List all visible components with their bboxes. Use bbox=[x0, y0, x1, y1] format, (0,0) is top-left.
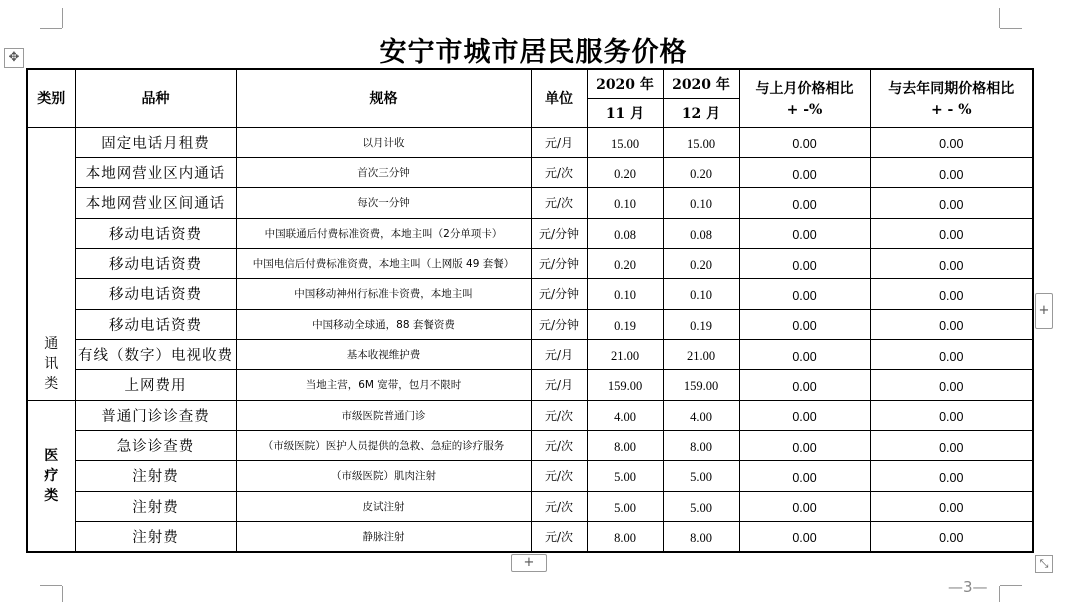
nov-price-cell: 0.10 bbox=[587, 279, 663, 309]
yoy-change-cell: 0.00 bbox=[870, 157, 1033, 187]
category-label-char: 类 bbox=[44, 487, 59, 504]
variety-cell: 注射费 bbox=[75, 521, 236, 552]
table-row bbox=[27, 248, 1033, 278]
variety-cell: 急诊诊查费 bbox=[75, 430, 236, 460]
spec-cell: 中国移动全球通，88 套餐资费 bbox=[236, 309, 531, 339]
unit-cell: 元/月 bbox=[531, 370, 587, 400]
price-table bbox=[26, 68, 1034, 553]
table-row bbox=[27, 188, 1033, 218]
mom-change-cell: 0.00 bbox=[739, 521, 870, 552]
header-unit: 单位 bbox=[531, 69, 587, 127]
variety-cell: 注射费 bbox=[75, 461, 236, 491]
yoy-change-cell: 0.00 bbox=[870, 521, 1033, 552]
dec-price-cell: 0.08 bbox=[663, 218, 739, 248]
variety-cell: 移动电话资费 bbox=[75, 279, 236, 309]
table-resize-handle-icon[interactable]: ⤡ bbox=[1035, 555, 1053, 573]
yoy-change-cell: 0.00 bbox=[870, 339, 1033, 369]
nov-price-cell: 0.20 bbox=[587, 157, 663, 187]
header-mom-line1: 与上月价格相比 bbox=[755, 81, 854, 98]
page-corner-mark bbox=[40, 28, 62, 29]
mom-change-cell: 0.00 bbox=[739, 127, 870, 157]
category-label-char: 疗 bbox=[44, 467, 59, 484]
unit-cell: 元/次 bbox=[531, 521, 587, 552]
spec-cell: 以月计收 bbox=[236, 127, 531, 157]
table-row bbox=[27, 127, 1033, 157]
dec-price-cell: 159.00 bbox=[663, 370, 739, 400]
spec-cell: （市级医院）医护人员提供的急救、急症的诊疗服务 bbox=[236, 430, 531, 460]
spec-cell: 当地主营，6M 宽带，包月不限时 bbox=[236, 370, 531, 400]
mom-change-cell: 0.00 bbox=[739, 279, 870, 309]
spec-cell: 皮试注射 bbox=[236, 491, 531, 521]
yoy-change-cell: 0.00 bbox=[870, 188, 1033, 218]
category-label-char: 通 bbox=[44, 335, 59, 352]
yoy-change-cell: 0.00 bbox=[870, 127, 1033, 157]
mom-change-cell: 0.00 bbox=[739, 339, 870, 369]
variety-cell: 普通门诊诊查费 bbox=[75, 400, 236, 430]
variety-cell: 有线（数字）电视收费 bbox=[75, 339, 236, 369]
mom-change-cell: 0.00 bbox=[739, 309, 870, 339]
nov-price-cell: 4.00 bbox=[587, 400, 663, 430]
yoy-change-cell: 0.00 bbox=[870, 491, 1033, 521]
unit-cell: 元/次 bbox=[531, 188, 587, 218]
table-move-handle-icon[interactable]: ✥ bbox=[4, 48, 24, 68]
nov-price-cell: 15.00 bbox=[587, 127, 663, 157]
mom-change-cell: 0.00 bbox=[739, 370, 870, 400]
header-category: 类别 bbox=[27, 69, 75, 127]
spec-cell: （市级医院）肌肉注射 bbox=[236, 461, 531, 491]
yoy-change-cell: 0.00 bbox=[870, 370, 1033, 400]
nov-price-cell: 0.19 bbox=[587, 309, 663, 339]
mom-change-cell: 0.00 bbox=[739, 461, 870, 491]
unit-cell: 元/分钟 bbox=[531, 309, 587, 339]
mom-change-cell: 0.00 bbox=[739, 218, 870, 248]
table-row bbox=[27, 521, 1033, 552]
yoy-change-cell: 0.00 bbox=[870, 400, 1033, 430]
yoy-change-cell: 0.00 bbox=[870, 248, 1033, 278]
unit-cell: 元/分钟 bbox=[531, 248, 587, 278]
variety-cell: 固定电话月租费 bbox=[75, 127, 236, 157]
dec-price-cell: 0.19 bbox=[663, 309, 739, 339]
unit-cell: 元/分钟 bbox=[531, 218, 587, 248]
mom-change-cell: 0.00 bbox=[739, 248, 870, 278]
header-yoy-line2: + - % bbox=[930, 102, 972, 119]
unit-cell: 元/月 bbox=[531, 339, 587, 369]
spec-cell: 首次三分钟 bbox=[236, 157, 531, 187]
spec-cell: 中国联通后付费标准资费，本地主叫（2分单项卡） bbox=[236, 218, 531, 248]
nov-price-cell: 8.00 bbox=[587, 430, 663, 460]
page-corner-mark bbox=[999, 8, 1000, 28]
nov-price-cell: 159.00 bbox=[587, 370, 663, 400]
nov-price-cell: 8.00 bbox=[587, 521, 663, 552]
table-row bbox=[27, 218, 1033, 248]
header-spec: 规格 bbox=[236, 69, 531, 127]
unit-cell: 元/次 bbox=[531, 491, 587, 521]
nov-price-cell: 5.00 bbox=[587, 461, 663, 491]
mom-change-cell: 0.00 bbox=[739, 188, 870, 218]
mom-change-cell: 0.00 bbox=[739, 430, 870, 460]
yoy-change-cell: 0.00 bbox=[870, 218, 1033, 248]
table-row bbox=[27, 461, 1033, 491]
header-month-over-month bbox=[739, 69, 870, 127]
header-dec-month: 12 月 bbox=[663, 98, 739, 127]
dec-price-cell: 21.00 bbox=[663, 339, 739, 369]
unit-cell: 元/次 bbox=[531, 157, 587, 187]
spec-cell: 市级医院普通门诊 bbox=[236, 400, 531, 430]
yoy-change-cell: 0.00 bbox=[870, 461, 1033, 491]
page-corner-mark bbox=[62, 586, 63, 602]
yoy-change-cell: 0.00 bbox=[870, 309, 1033, 339]
variety-cell: 本地网营业区间通话 bbox=[75, 188, 236, 218]
header-mom-line2: + -% bbox=[786, 102, 823, 119]
category-cell bbox=[27, 127, 75, 400]
page-number: —3— bbox=[948, 578, 988, 596]
dec-price-cell: 8.00 bbox=[663, 521, 739, 552]
header-yoy-line1: 与去年同期价格相比 bbox=[888, 81, 1015, 98]
dec-price-cell: 0.20 bbox=[663, 248, 739, 278]
page-corner-mark bbox=[1000, 585, 1022, 586]
spec-cell: 每次一分钟 bbox=[236, 188, 531, 218]
nov-price-cell: 5.00 bbox=[587, 491, 663, 521]
header-variety: 品种 bbox=[75, 69, 236, 127]
page-corner-mark bbox=[40, 585, 62, 586]
unit-cell: 元/分钟 bbox=[531, 279, 587, 309]
nov-price-cell: 21.00 bbox=[587, 339, 663, 369]
add-column-button[interactable]: + bbox=[1035, 293, 1053, 329]
page-corner-mark bbox=[999, 586, 1000, 602]
yoy-change-cell: 0.00 bbox=[870, 430, 1033, 460]
dec-price-cell: 5.00 bbox=[663, 491, 739, 521]
unit-cell: 元/次 bbox=[531, 430, 587, 460]
variety-cell: 注射费 bbox=[75, 491, 236, 521]
spec-cell: 基本收视维护费 bbox=[236, 339, 531, 369]
header-year-over-year bbox=[870, 69, 1033, 127]
variety-cell: 上网费用 bbox=[75, 370, 236, 400]
dec-price-cell: 0.10 bbox=[663, 188, 739, 218]
dec-price-cell: 0.20 bbox=[663, 157, 739, 187]
header-nov-month: 11 月 bbox=[587, 98, 663, 127]
header-nov-year: 2020 年 bbox=[587, 69, 663, 98]
unit-cell: 元/次 bbox=[531, 400, 587, 430]
variety-cell: 移动电话资费 bbox=[75, 309, 236, 339]
dec-price-cell: 8.00 bbox=[663, 430, 739, 460]
variety-cell: 移动电话资费 bbox=[75, 248, 236, 278]
add-row-button[interactable]: + bbox=[511, 554, 547, 572]
mom-change-cell: 0.00 bbox=[739, 400, 870, 430]
nov-price-cell: 0.20 bbox=[587, 248, 663, 278]
mom-change-cell: 0.00 bbox=[739, 157, 870, 187]
category-label-char: 类 bbox=[44, 375, 59, 392]
category-cell bbox=[27, 400, 75, 552]
table-row bbox=[27, 370, 1033, 400]
table-row bbox=[27, 339, 1033, 369]
spec-cell: 静脉注射 bbox=[236, 521, 531, 552]
category-label-char: 讯 bbox=[44, 355, 59, 372]
variety-cell: 本地网营业区内通话 bbox=[75, 157, 236, 187]
page-corner-mark bbox=[62, 8, 63, 28]
dec-price-cell: 15.00 bbox=[663, 127, 739, 157]
table-row bbox=[27, 279, 1033, 309]
table-row bbox=[27, 309, 1033, 339]
price-table-body bbox=[27, 127, 1033, 552]
table-row bbox=[27, 400, 1033, 430]
page-corner-mark bbox=[1000, 28, 1022, 29]
dec-price-cell: 0.10 bbox=[663, 279, 739, 309]
page-title: 安宁市城市居民服务价格 bbox=[379, 37, 688, 68]
variety-cell: 移动电话资费 bbox=[75, 218, 236, 248]
nov-price-cell: 0.08 bbox=[587, 218, 663, 248]
unit-cell: 元/次 bbox=[531, 461, 587, 491]
table-row bbox=[27, 430, 1033, 460]
nov-price-cell: 0.10 bbox=[587, 188, 663, 218]
dec-price-cell: 4.00 bbox=[663, 400, 739, 430]
table-row bbox=[27, 157, 1033, 187]
mom-change-cell: 0.00 bbox=[739, 491, 870, 521]
header-dec-year: 2020 年 bbox=[663, 69, 739, 98]
unit-cell: 元/月 bbox=[531, 127, 587, 157]
spec-cell: 中国移动神州行标准卡资费，本地主叫 bbox=[236, 279, 531, 309]
dec-price-cell: 5.00 bbox=[663, 461, 739, 491]
spec-cell: 中国电信后付费标准资费，本地主叫（上网版 49 套餐） bbox=[236, 248, 531, 278]
category-label-char: 医 bbox=[44, 447, 59, 464]
yoy-change-cell: 0.00 bbox=[870, 279, 1033, 309]
table-row bbox=[27, 491, 1033, 521]
